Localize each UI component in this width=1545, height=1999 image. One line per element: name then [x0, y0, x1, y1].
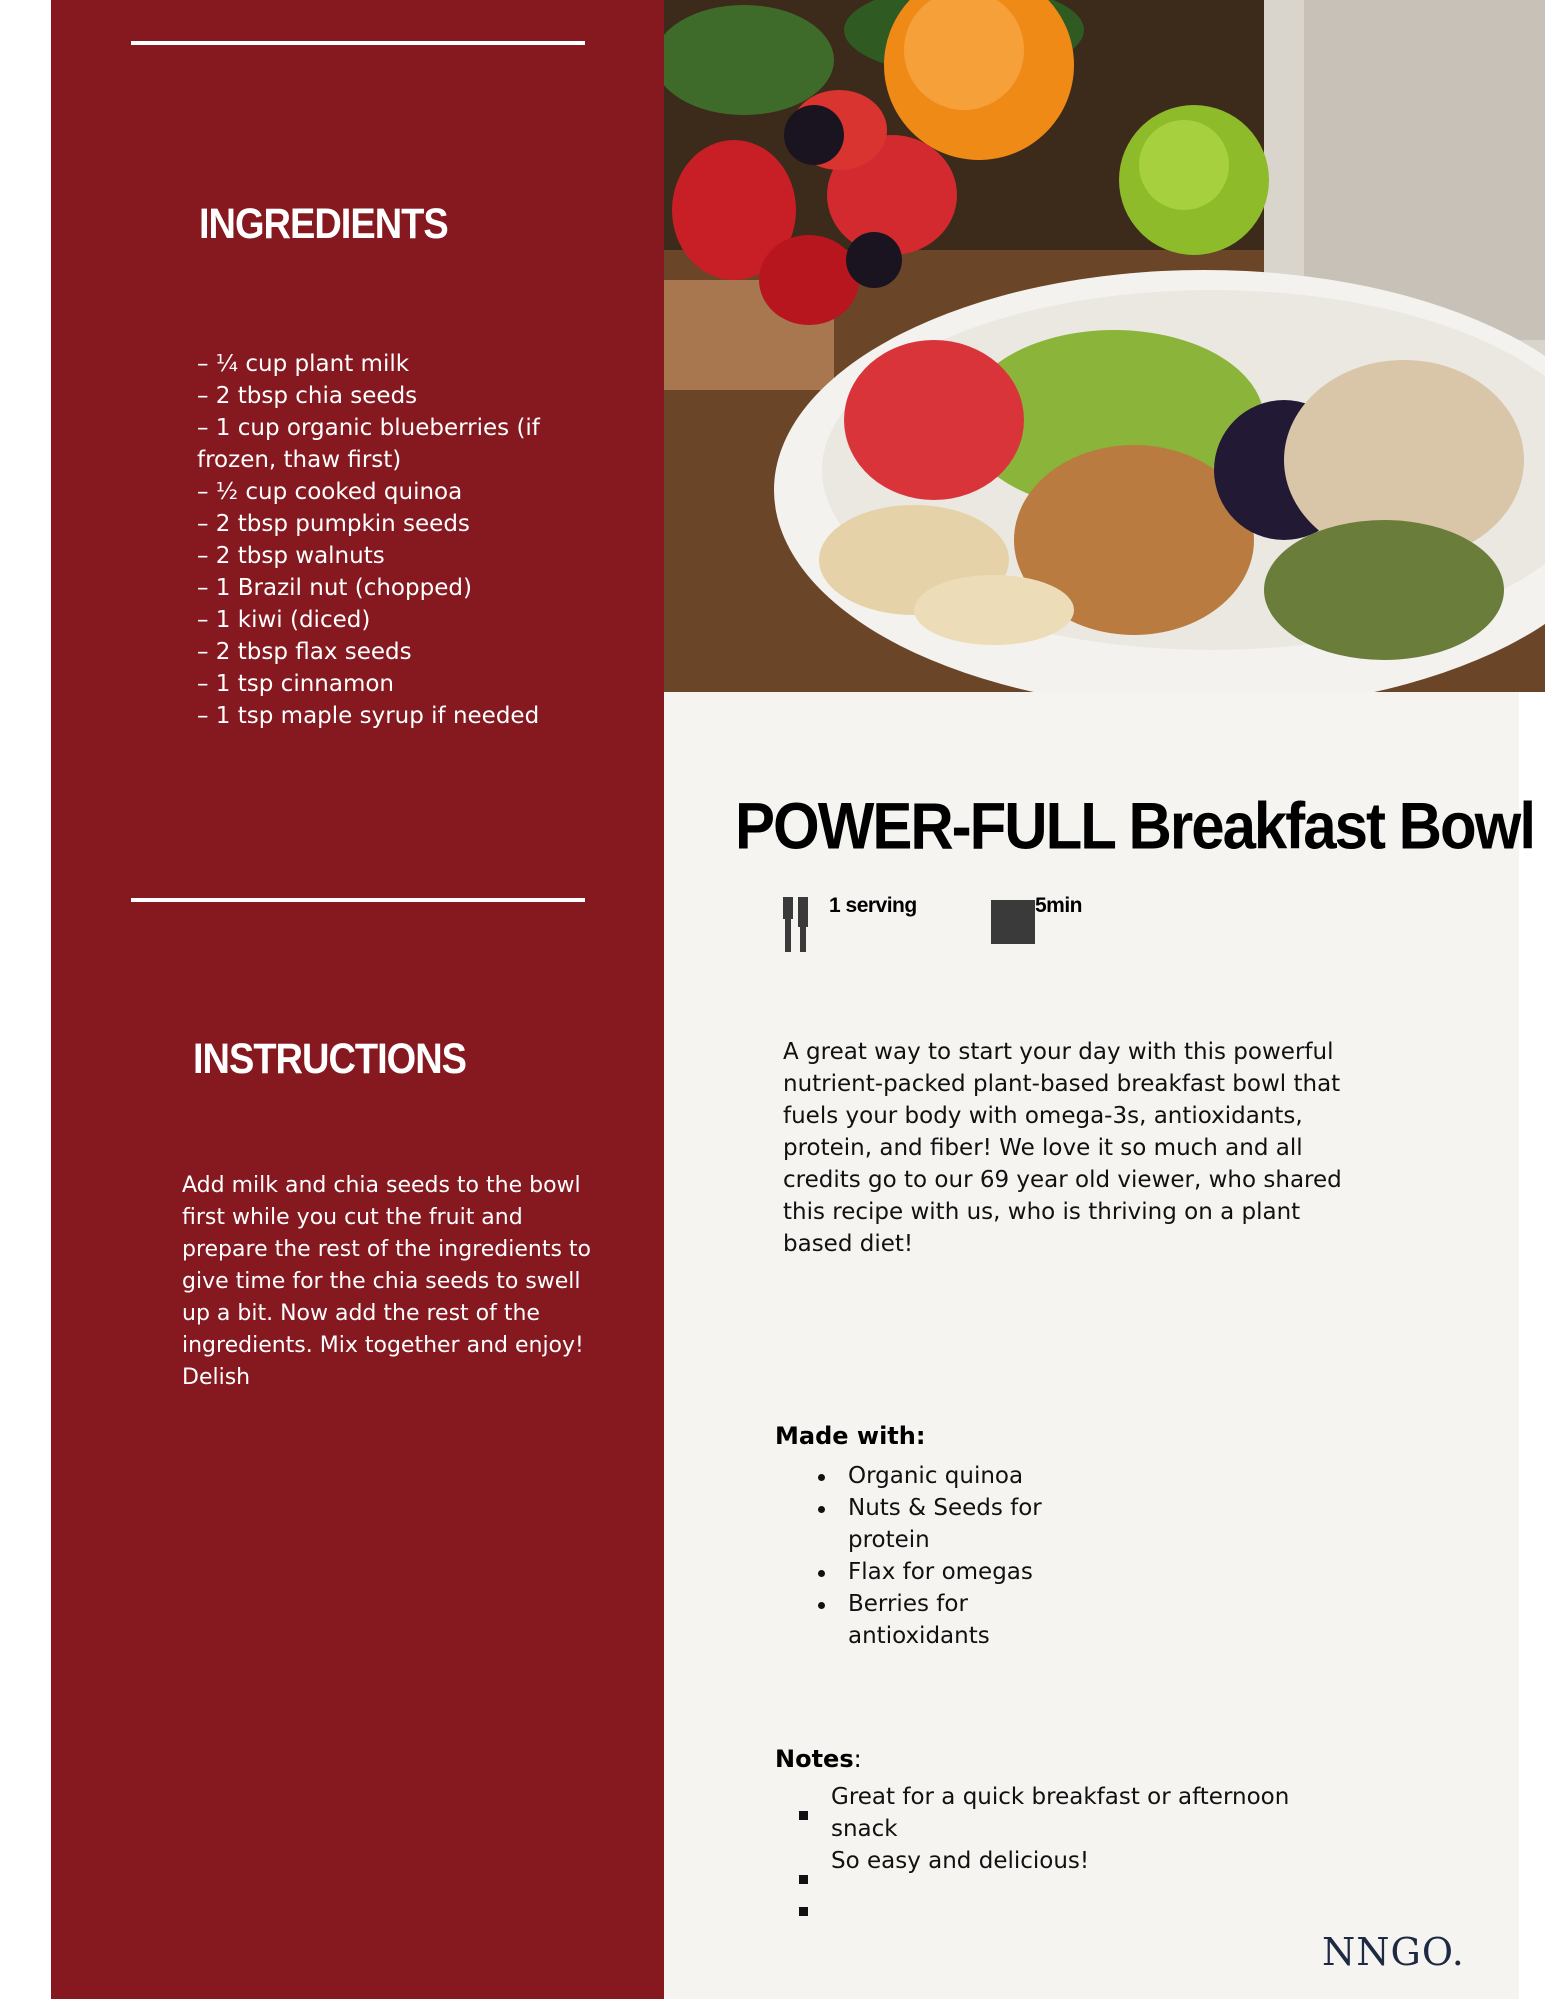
notes-list [797, 1781, 1337, 1909]
recipe-title: POWER-FULL Breakfast Bowl [735, 789, 1534, 863]
made-with-list [815, 1460, 1075, 1652]
notes-label-colon: : [853, 1745, 862, 1773]
notes-label [775, 1745, 862, 1773]
recipe-description: A great way to start your day with this powerful nutrient-packed plant-based breakfast bowl that fuels your body with omega-3s, antioxidants, protein, and fiber! We love it so much and all credits go to our 69 year old viewer, who shared this recipe with us, who is thriving on a plant based diet! [783, 1039, 1342, 1257]
ingredients-heading: INGREDIENTS [199, 201, 448, 249]
ingredient-item: – ½ cup cooked quinoa [197, 479, 463, 505]
ingredient-item: – 1 tsp cinnamon [197, 671, 395, 697]
ingredient-item: – 2 tbsp chia seeds [197, 383, 418, 409]
left-panel [51, 0, 664, 1999]
note-item: So easy and delicious! [797, 1845, 1337, 1877]
instructions-text: Add milk and chia seeds to the bowl first while you cut the fruit and prepare the rest of the ingredients to give time for the chia seeds to swell up a bit. Now add the rest of the ingredients. Mix together and enjoy! Delish [182, 1173, 592, 1390]
square-icon [991, 900, 1035, 944]
ingredient-item: – 1 kiwi (diced) [197, 607, 371, 633]
breakfast-bowl-photo [664, 0, 1545, 692]
ingredient-item: – 1 tsp maple syrup if needed [197, 703, 540, 729]
time-label: 5min [1035, 894, 1083, 917]
servings-label: 1 serving [829, 894, 917, 917]
ingredient-item: – 2 tbsp walnuts [197, 543, 385, 569]
made-with-item: Berries for antioxidants [815, 1588, 1075, 1652]
ingredients-list [197, 348, 577, 732]
made-with-item: Organic quinoa [815, 1460, 1075, 1492]
made-with-label: Made with: [775, 1422, 926, 1450]
ingredient-item: – 2 tbsp pumpkin seeds [197, 511, 470, 537]
brand-logo: NNGO. [1322, 1930, 1465, 1974]
top-divider [131, 41, 585, 45]
note-item-empty [797, 1877, 1337, 1909]
note-item: Great for a quick breakfast or afternoon snack [797, 1781, 1337, 1845]
bowl-photo-illustration [664, 0, 1545, 692]
ingredient-item: – 1 Brazil nut (chopped) [197, 575, 472, 601]
made-with-item: Flax for omegas [815, 1556, 1075, 1588]
instructions-heading: INSTRUCTIONS [193, 1036, 466, 1084]
notes-label-text: Notes [775, 1745, 854, 1773]
ingredient-item: – 2 tbsp flax seeds [197, 639, 412, 665]
utensils-icon [782, 897, 810, 952]
ingredient-item: – ¼ cup plant milk [197, 351, 410, 377]
ingredient-item: – 1 cup organic blueberries (if frozen, thaw first) [197, 415, 540, 473]
made-with-item: Nuts & Seeds for protein [815, 1492, 1075, 1556]
middle-divider [131, 898, 585, 902]
